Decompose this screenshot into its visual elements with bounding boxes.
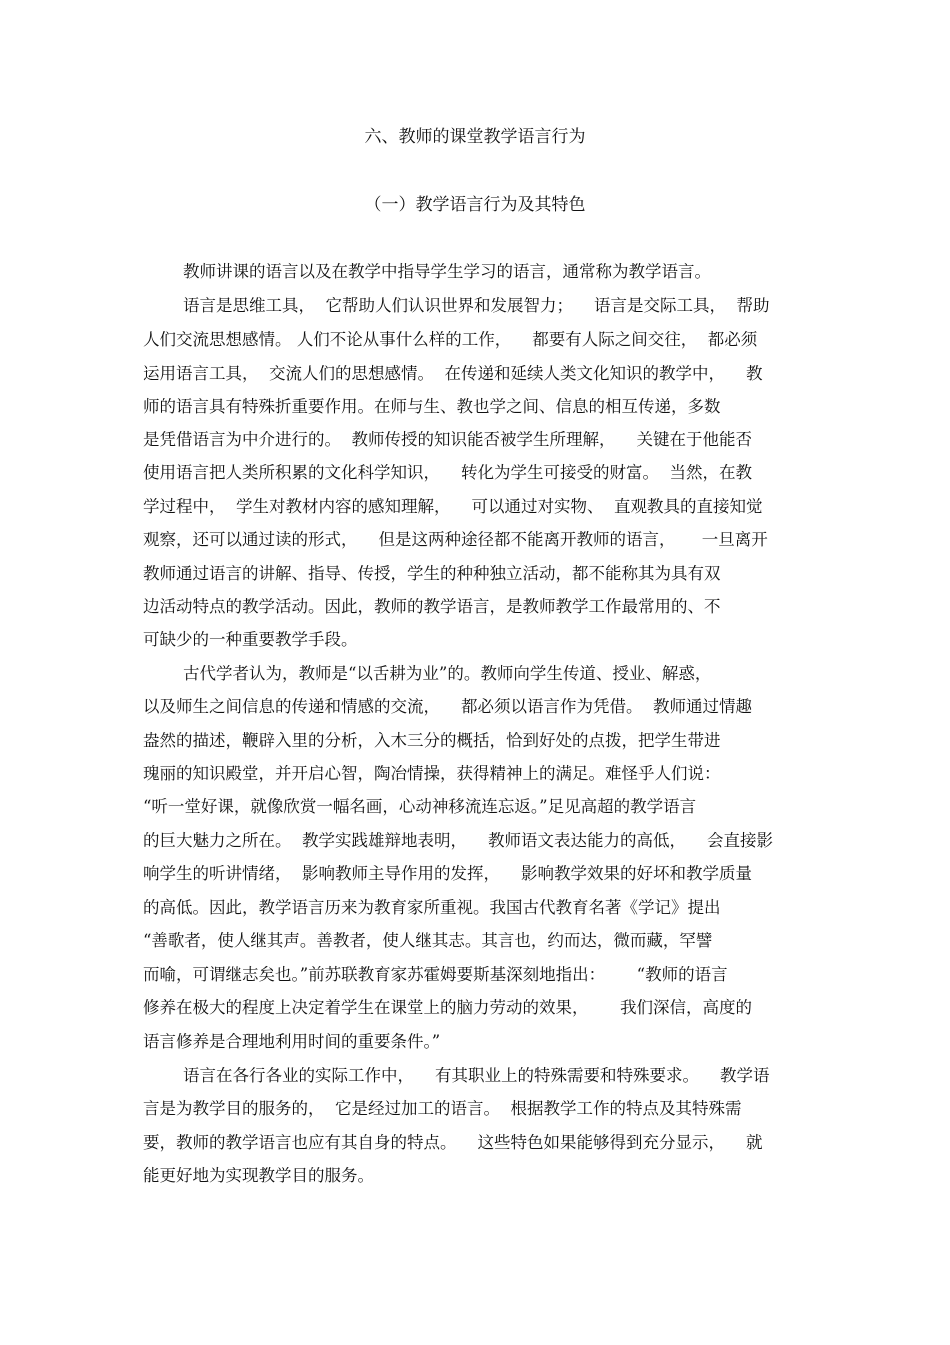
text-line: “善歌者，使人继其声。善教者，使人继其志。其言也，约而达，微而藏，罕譬 <box>143 931 713 950</box>
text-line: 盎然的描述，鞭辟入里的分析，入木三分的概括，恰到好处的点拨，把学生带进 <box>143 731 721 750</box>
text-line: 而喻，可谓继志矣也。”前苏联教育家苏霍姆要斯基深刻地指出： “教师的语言 <box>143 965 728 984</box>
text-line: 师的语言具有特殊折重要作用。在师与生、教也学之间、信息的相互传递，多数 <box>143 397 721 416</box>
text-line: 边活动特点的教学活动。因此，教师的教学语言，是教师教学工作最常用的、不 <box>143 597 721 616</box>
text-line: 古代学者认为，教师是“以舌耕为业”的。教师向学生传道、授业、解惑， <box>183 664 712 683</box>
text-line: 教师通过语言的讲解、指导、传授，学生的种种独立活动，都不能称其为具有双 <box>143 564 721 583</box>
text-line: 的高低。因此，教学语言历来为教育家所重视。我国古代教育名著《学记》提出 <box>143 898 721 917</box>
text-line: 响学生的听讲情绪， 影响教师主导作用的发挥， 影响教学效果的好坏和教学质量 <box>143 864 752 883</box>
section-subtitle: （一）教学语言行为及其特色 <box>364 195 586 215</box>
text-line: 言是为教学目的服务的， 它是经过加工的语言。 根据教学工作的特点及其特殊需 <box>143 1099 742 1118</box>
text-line: 观察，还可以通过读的形式， 但是这两种途径都不能离开教师的语言， 一旦离开 <box>143 530 768 549</box>
text-line: “听一堂好课，就像欣赏一幅名画，心动神移流连忘返。”足见高超的教学语言 <box>143 797 697 816</box>
text-line: 修养在极大的程度上决定着学生在课堂上的脑力劳动的效果， 我们深信，高度的 <box>143 998 752 1017</box>
text-line: 的巨大魅力之所在。 教学实践雄辩地表明， 教师语文表达能力的高低， 会直接影 <box>143 831 773 850</box>
text-line: 语言修养是合理地利用时间的重要条件。” <box>143 1032 441 1051</box>
text-line: 瑰丽的知识殿堂，并开启心智，陶冶情操，获得精神上的满足。难怪乎人们说： <box>143 764 721 783</box>
text-line: 要，教师的教学语言也应有其自身的特点。 这些特色如果能够得到充分显示， 就 <box>143 1133 763 1152</box>
text-line: 能更好地为实现教学目的服务。 <box>143 1166 374 1185</box>
text-line: 学过程中， 学生对教材内容的感知理解， 可以通过对实物、 直观教具的直接知觉 <box>143 497 763 516</box>
text-line: 教师讲课的语言以及在教学中指导学生学习的语言，通常称为教学语言。 <box>183 262 711 281</box>
text-line: 使用语言把人类所积累的文化科学知识， 转化为学生可接受的财富。 当然，在教 <box>143 463 752 482</box>
text-line: 语言是思维工具， 它帮助人们认识世界和发展智力； 语言是交际工具， 帮助 <box>183 296 770 315</box>
text-line: 人们交流思想感情。 人们不论从事什么样的工作， 都要有人际之间交往， 都必须 <box>143 330 758 349</box>
text-line: 运用语言工具， 交流人们的思想感情。 在传递和延续人类文化知识的教学中， 教 <box>143 364 763 383</box>
text-line: 语言在各行各业的实际工作中， 有其职业上的特殊需要和特殊要求。 教学语 <box>183 1066 770 1085</box>
text-line: 是凭借语言为中介进行的。 教师传授的知识能否被学生所理解， 关键在于他能否 <box>143 430 752 449</box>
page-title: 六、教师的课堂教学语言行为 <box>364 127 586 147</box>
text-line: 以及师生之间信息的传递和情感的交流， 都必须以语言作为凭借。 教师通过情趣 <box>143 697 752 716</box>
text-line: 可缺少的一种重要教学手段。 <box>143 630 358 649</box>
